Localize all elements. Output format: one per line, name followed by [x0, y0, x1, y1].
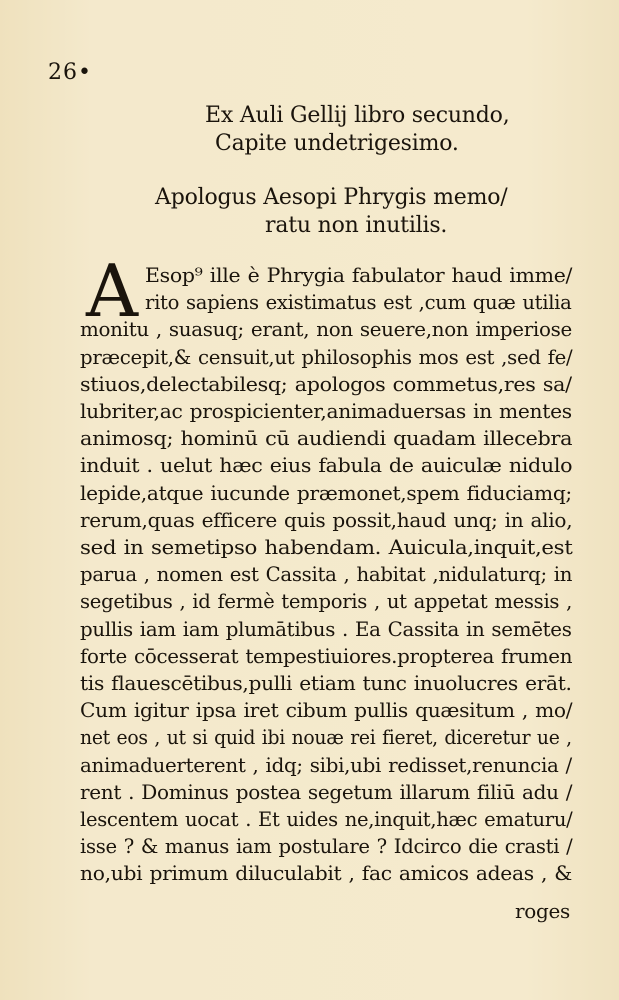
body-line: rito sapiens existimatus est ,cum quæ utilia	[145, 290, 572, 315]
body-line: parua , nomen est Cassita , habitat ,nidulaturq; in	[80, 562, 573, 587]
body-line: tis flauescētibus,pulli etiam tunc inuolucres erāt.	[80, 671, 572, 695]
body-line: segetibus , id fermè temporis , ut appetat messis ,	[80, 589, 573, 614]
body-line: monitu , suasuq; erant, non seuere,non imperiose	[80, 317, 572, 342]
drop-cap: A	[86, 249, 138, 333]
body-line: præcepit,& censuit,ut philosophis mos est ,sed fe/	[80, 344, 573, 369]
body-line: pullis iam iam plumātibus . Ea Cassita in semētes	[80, 616, 572, 641]
heading-line-1: Ex Auli Gellij libro secundo,	[205, 103, 510, 128]
body-line: lubriter,ac prospicienter,animaduersas in mentes	[80, 399, 572, 423]
body-line: Esop⁹ ille è Phrygia fabulator haud imme/	[145, 263, 573, 287]
subheading-line-1: Apologus Aesopi Phrygis memo/	[155, 185, 508, 210]
body-line: net eos , ut si quid ibi nouæ rei fieret, diceretur ue ,	[80, 725, 572, 750]
body-line: lepide,atque iucunde præmonet,spem fiduciamq;	[80, 480, 572, 505]
body-line: rent . Dominus postea segetum illarum filiū adu /	[80, 779, 573, 804]
body-line: Cum igitur ipsa iret cibum pullis quæsitum , mo/	[80, 698, 573, 723]
body-line: no,ubi primum diluculabit , fac amicos adeas , &	[80, 861, 572, 886]
page-number: 26•	[48, 60, 92, 85]
body-line: forte cōcesserat tempestiuiores.propterea frumen	[80, 643, 573, 668]
body-line: stiuos,delectabilesq; apologos commetus,res sa/	[80, 371, 572, 396]
body-line: isse ? & manus iam postulare ? Idcirco die crasti /	[80, 834, 573, 859]
catchword: roges	[514, 899, 570, 923]
body-line: animaduerterent , idq; sibi,ubi redisset,renuncia /	[80, 752, 572, 777]
body-line: induit . uelut hæc eius fabula de auiculæ nidulo	[80, 453, 573, 478]
body-line: lescentem uocat . Et uides ne,inquit,hæc ematuru/	[80, 807, 573, 831]
body-line: animosq; hominū cū audiendi quadam illecebra	[80, 426, 573, 451]
heading-line-2: Capite undetrigesimo.	[215, 131, 459, 156]
subheading-line-2: ratu non inutilis.	[265, 213, 448, 238]
body-line: rerum,quas efficere quis possit,haud unq; in alio,	[80, 507, 573, 532]
body-line: sed in semetipso habendam. Auicula,inquit,est	[80, 535, 573, 559]
